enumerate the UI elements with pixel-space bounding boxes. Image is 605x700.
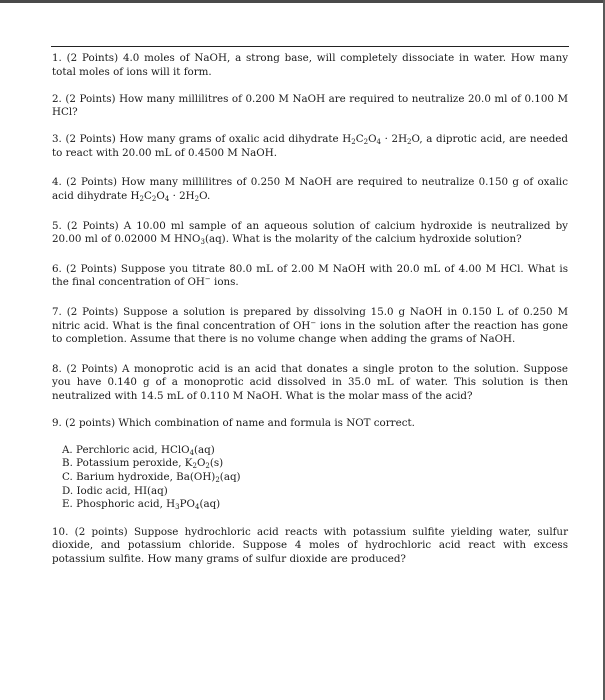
option-a: A. Perchloric acid, HClO$_4$(aq) <box>62 443 215 457</box>
question-2: 2. (2 Points) How many millilitres of 0.200 M NaOH are required to neutralize 20.0 ml of 0.100 M HCl? <box>52 92 569 119</box>
header-rule <box>51 46 569 47</box>
top-border <box>0 0 605 3</box>
option-d: D. Iodic acid, HI(aq) <box>62 484 168 497</box>
question-6: 6. (2 Points) Suppose you titrate 80.0 mL of 2.00 M NaOH with 20.0 mL of 4.00 M HCl. What is the final concentration of OH− ions. <box>52 262 569 289</box>
question-1: 1. (2 Points) 4.0 moles of NaOH, a strong base, will completely dissociate in water. How many total moles of ions will it form. <box>52 52 569 78</box>
question-4: 4. (2 Points) How many millilitres of 0.250 M NaOH are required to neutralize 0.150 g of oxalic acid dihydrate $H_2C_2O_4 \cdot 2H_2O$. <box>52 176 568 203</box>
question-5: 5. (2 Points) A 10.00 ml sample of an aqueous solution of calcium hydroxide is neutralized by 20.00 ml of 0.02000 M $HNO_3(aq)$. What is the molarity of the calcium hydroxide solution? <box>52 219 568 247</box>
question-3: 3. (2 Points) How many grams of oxalic acid dihydrate $H_2C_2O_4 \cdot 2H_2O$, a diprotic acid, are needed to react with 20.00 mL of 0.4500 M NaOH. <box>52 133 568 159</box>
question-9: 9. (2 points) Which combination of name and formula is NOT correct. <box>52 416 415 429</box>
question-8: 8. (2 Points) A monoprotic acid is an acid that donates a single proton to the solution. Suppose you have 0.140 g of a monoprotic acid dissolved in 35.0 mL of water. This solution is then neutralized with 14.5 mL of 0.110 M NaOH. What is the molar mass of the acid? <box>52 362 568 402</box>
option-c: C. Barium hydroxide, $Ba(OH)_2(aq)$ <box>62 471 241 485</box>
question-sheet <box>52 52 568 580</box>
option-b: B. Potassium peroxide, $K_2O_2(s)$ <box>62 457 224 471</box>
option-e: E. Phosphoric acid, $H_3PO_4(aq)$ <box>62 498 221 512</box>
question-10: 10. (2 points) Suppose hydrochloric acid reacts with potassium sulfite yielding water, sulfur dioxide, and potassium chloride. Suppose 4 moles of hydrochloric acid react with excess potassium sulfite. How many grams of sulfur dioxide are produced? <box>52 525 568 565</box>
answer-options <box>62 444 568 512</box>
question-7: 7. (2 Points) Suppose a solution is prepared by dissolving 15.0 g NaOH in 0.150 L of 0.250 M nitric acid. What is the final concentration of OH− ions in the solution after the reaction has gone to completion. Assume that there is no volume change when adding the grams of NaOH. <box>52 305 568 346</box>
